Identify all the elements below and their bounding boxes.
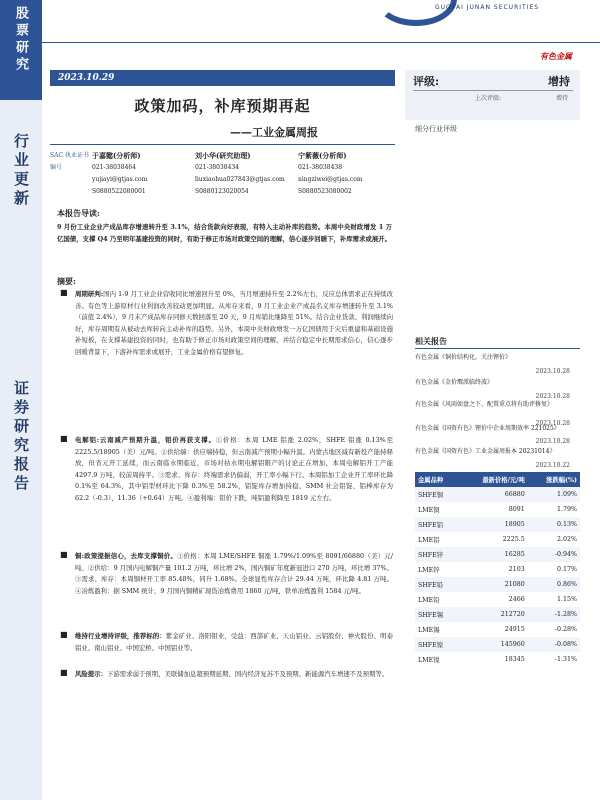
metal-name-cell: LME铝 — [418, 537, 440, 544]
rating-divider — [413, 90, 573, 91]
analyst-block — [50, 150, 395, 200]
recommendation-text: 紫金矿业、洛阳钼业，受益：西部矿业、天山铝业、云铝股份、神火股份、明泰铝业、南山铝业、中国宏桥、中国铝业等。 — [75, 632, 394, 652]
company-name: GUOTAI JUNAN SECURITIES — [435, 4, 540, 11]
recommendation-label: 维持行业增持评级，推荐标的： — [75, 632, 166, 640]
analyst-card — [195, 150, 295, 198]
risk-text: 下游需求弱于预期、美联储加息超预期延期、国内经济复苏不及预期、新能源汽车增速不及预期等。 — [106, 670, 389, 678]
analyst-cert: S0880522080001 — [92, 188, 146, 195]
copper-lead: 政策提振信心，去库支撑铜价。 — [84, 552, 178, 560]
aluminum-text: ①价格：本周 LME 铝涨 2.02%，SHFE 铝涨 0.13%至 2225.5/18905（美）元/吨。②供给端：供应端持稳，但云南减产预期小幅升温。内蒙古地区减有新投产能持释放，但省元开工延续，而云南临水期临近，市场对枯水期电解铝限产的讨论正在增加，本周电解铝开工产能 4297.9 万吨，较前周持平。③需求、库存：终端需求仍偏弱，开工率小幅下行。本周铝加工企业开工率环比降 0.1%至 64.3%，其中铝型材环比下降 0.3%至 58.2%，铝锭库存增加持稳，SMM 社会铝锭、铝棒库存为 62.2（-0.3）、11.36（+0.64）万吨。④盈利端：铝价下跌，吨铝盈利降至 1819 元左右。 — [75, 436, 393, 502]
previous-rating-label: 上次评级: — [475, 95, 502, 102]
table-header-cell: 涨跌幅(%) — [528, 472, 580, 487]
title-divider — [50, 144, 395, 145]
price-cell: 212720 — [459, 607, 528, 622]
analyst-email[interactable]: ningziwei@gtjas.com — [298, 176, 363, 183]
analyst-cert: S0880523080002 — [298, 188, 352, 195]
analyst-name: 宁紫薇(分析师) — [298, 151, 347, 160]
table-row — [415, 562, 580, 577]
analyst-email[interactable]: yujiayi@gtjas.com — [92, 176, 148, 183]
weekly-text: 国内 1-9 月工业企业营收同比增速回升至 0%，当月增速持升至 2.2%左右，反应总体需求正在持续改善。有色等上游原材行业利润改善较动更加明显。从库存来看，9 月工业企业产成品名义库存增速转升至 3.1%（前值 2.4%），9 月末产成品库存同修天数回落至 20 天，9 月库销比继降至 51%。结合企业货款、利润继续向好，库存周期有从被动去库转向主动补库的趋势。另外，本周中央财政增发一万亿国债用于灾后重建和基础设施补短板，在支撑基建投资的同时，也有助于修正市场对政策空间的理解，并结合稳定中长期需求信心，信心逐步回暖背景下，下游补库需求或展开，工业金属价格有望修复。 — [75, 290, 393, 356]
price-cell: 66880 — [459, 487, 528, 502]
bullet-icon: ■ — [60, 668, 68, 677]
analyst-cert: S0880123020054 — [195, 188, 249, 195]
analyst-phone: 021-38038434 — [195, 164, 240, 171]
table-row — [415, 502, 580, 517]
risk-label: 风险提示： — [75, 670, 107, 678]
table-row — [415, 592, 580, 607]
bullet-icon: ■ — [60, 434, 68, 443]
guide-text: 9 月份工业企业产成品库存增速转升至 3.1%，结合货款向好表现，有特入主动补库的趋势。本周中央财政增发 1 万亿国债，支撑 Q4 乃至明年基建投资的同时，有助于修正市场对政策空间的理解，信心逐步回暖下，补库需求或展开。 — [57, 223, 392, 243]
header-divider — [42, 42, 600, 43]
sidebar-top-label: 股票研究 — [13, 6, 28, 74]
report-subtitle: ——工业金属周报 — [230, 126, 318, 139]
metal-name-cell: SHFE锡 — [415, 607, 459, 622]
weekly-paragraph — [75, 289, 393, 358]
metal-name-cell: SHFE镍 — [415, 637, 459, 652]
left-sidebar — [0, 0, 42, 800]
table-header-cell: 最新价格/元/吨 — [459, 472, 528, 487]
table-row — [415, 487, 580, 502]
price-cell: 21080 — [459, 577, 528, 592]
related-report-date: 2023.10.28 — [535, 393, 570, 400]
table-header-row — [415, 472, 580, 487]
table-header-cell: 金属品种 — [415, 472, 459, 487]
category-tag: 有色金属 — [540, 51, 572, 61]
related-report-item[interactable]: 有色金属《金价鹰派临终波》 — [415, 379, 494, 386]
change-cell: 0.86% — [528, 577, 580, 592]
sidebar-bottom-label: 证券研究报告 — [12, 380, 30, 494]
weekly-label: 周期研判: — [75, 290, 104, 298]
rating-box — [405, 70, 580, 120]
price-cell: 18345 — [504, 656, 525, 663]
table-row — [415, 517, 580, 532]
change-cell: -1.28% — [528, 607, 580, 622]
risk-paragraph — [75, 669, 393, 681]
related-report-item[interactable]: 有色金属《国资有色》锂价中企业周期效率 221025》 — [415, 425, 560, 432]
price-cell: 2225.5 — [502, 536, 525, 543]
analyst-row-label: SAC 执业证书编号 — [50, 152, 89, 171]
report-date: 2023.10.29 — [50, 70, 395, 86]
sidebar-top-block — [0, 0, 42, 100]
change-cell: 0.17% — [556, 566, 577, 573]
metal-price-table — [415, 472, 580, 667]
related-report-date: 2023.10.28 — [535, 438, 570, 445]
bullet-icon: ■ — [60, 288, 68, 297]
change-cell: -0.08% — [528, 637, 580, 652]
aluminum-paragraph — [75, 435, 393, 504]
price-cell: 145960 — [459, 637, 528, 652]
metal-name-cell: SHFE锌 — [415, 547, 459, 562]
industry-rating-note: 细分行业评级 — [415, 125, 457, 133]
copper-label: 铜: — [75, 552, 84, 560]
copper-text: ①价格：本周 LME/SHFE 铜涨 1.79%/1.09%至 8091/66880（美）元/吨。②供给：9 月国内电解铜产量 101.2 万吨，环比增 2%，国内铜矿年度新冠进口 270 万吨，环比增 37%。③需求、库存：本周铜材开工率 85.48%，同升 1.68%。全球显性库存合计 29.44 万吨，环比降 4.81 万吨。④冶炼盈利：据 SMM 统计，9 月国内铜精矿现货冶炼费用 1860 元/吨，铁单冶炼盈利 1584 元/吨。 — [75, 552, 394, 595]
previous-rating-value: 增持 — [555, 95, 568, 102]
related-report-date: 2023.10.22 — [535, 462, 570, 469]
table-row — [415, 637, 580, 652]
bullet-icon: ■ — [60, 550, 68, 559]
price-cell: 2466 — [508, 596, 525, 603]
metal-name-cell: SHFE铅 — [415, 577, 459, 592]
related-report-item[interactable]: 有色金属《风雨如盘之下，配置重点将有助评修复》 — [415, 401, 554, 408]
company-logo — [375, 0, 600, 40]
analyst-email[interactable]: liuxiaohua027843@gtjas.com — [195, 176, 285, 183]
related-report-date: 2023.10.28 — [535, 368, 570, 375]
change-cell: 1.15% — [556, 596, 577, 603]
change-cell: 0.13% — [528, 517, 580, 532]
sidebar-bottom-block — [0, 365, 42, 800]
analyst-card — [92, 150, 192, 198]
table-row — [415, 547, 580, 562]
sidebar-mid-label: 行业更新 — [12, 133, 30, 209]
change-cell: 1.09% — [528, 487, 580, 502]
related-report-item[interactable]: 有色金属《国资有色》工业金属周报本 20231014》 — [415, 448, 556, 455]
metal-name-cell: SHFE铜 — [415, 487, 459, 502]
related-report-item[interactable]: 有色金属《铜价结构化，关注锂价》 — [415, 354, 512, 361]
related-reports-heading: 相关报告 — [415, 336, 447, 346]
metal-name-cell: LME铅 — [418, 597, 440, 604]
price-cell: 18905 — [459, 517, 528, 532]
analyst-name: 刘小华(研究助理) — [195, 151, 251, 160]
report-title: 政策加码，补库预期再起 — [134, 97, 311, 115]
aluminum-label: 电解铝: — [75, 436, 100, 444]
analyst-card — [298, 150, 398, 198]
bullet-icon: ■ — [60, 630, 68, 639]
analyst-name: 于嘉懿(分析师) — [92, 151, 141, 160]
analyst-row-labels — [50, 150, 90, 174]
guide-heading: 本报告导读: — [57, 208, 100, 218]
metal-name-cell: LME铜 — [418, 507, 440, 514]
change-cell: 2.02% — [556, 536, 577, 543]
analyst-phone: 021-38038464 — [92, 164, 137, 171]
price-cell: 24915 — [504, 626, 525, 633]
metal-name-cell: LME镍 — [418, 657, 440, 664]
price-cell: 2103 — [508, 566, 525, 573]
related-divider — [415, 348, 580, 349]
table-row — [415, 652, 580, 667]
table-row — [415, 622, 580, 637]
price-cell: 16285 — [459, 547, 528, 562]
change-cell: -0.94% — [528, 547, 580, 562]
analyst-phone: 021-38038438 — [298, 164, 343, 171]
aluminum-lead: 云南减产预期升温，铝价再获支撑。 — [99, 436, 216, 444]
rating-label: 评级: — [413, 75, 440, 88]
table-row — [415, 532, 580, 547]
change-cell: -0.28% — [554, 626, 577, 633]
change-cell: 1.79% — [556, 506, 577, 513]
rating-value: 增持 — [548, 75, 570, 88]
table-row — [415, 607, 580, 622]
summary-heading: 摘要: — [57, 276, 76, 286]
metal-name-cell: LME锡 — [418, 627, 440, 634]
price-cell: 8091 — [508, 506, 525, 513]
recommendation-paragraph — [75, 631, 393, 654]
copper-paragraph — [75, 551, 393, 597]
change-cell: -1.31% — [554, 656, 577, 663]
sidebar-mid-block — [0, 118, 42, 353]
table-row — [415, 577, 580, 592]
metal-name-cell: SHFE铝 — [415, 517, 459, 532]
related-report-date: 2023.10.28 — [535, 420, 570, 427]
metal-name-cell: LME锌 — [418, 567, 440, 574]
